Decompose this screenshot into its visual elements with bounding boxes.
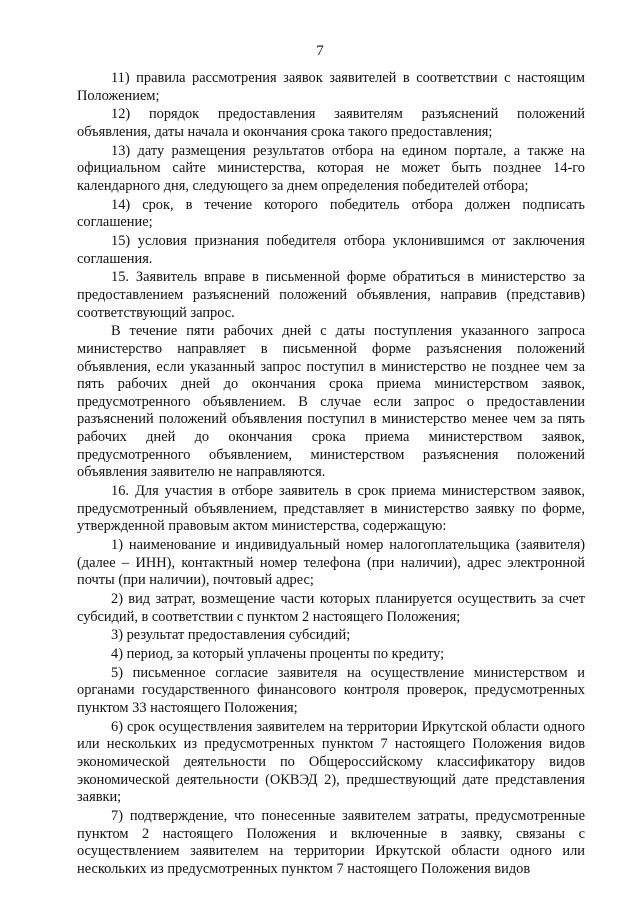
paragraph-subitem-1: 1) наименование и индивидуальный номер налогоплательщика (заявителя) (далее – ИНН), контактный номер телефона (при наличии), адрес электронной почты (при наличии), почтовый адрес; bbox=[77, 536, 585, 589]
paragraph-subitem-7: 7) подтверждение, что понесенные заявителем затраты, предусмотренные пунктом 2 настоящего Положения и включенные в заявку, связаны с осуществлением заявителем на территории Иркутской области одного или нескольких из предусмотренных пунктом 7 настоящего Положения видов bbox=[77, 807, 585, 877]
paragraph-clause-16: 16. Для участия в отборе заявитель в срок приема министерством заявок, предусмотренный объявлением, представляет в министерство заявку по форме, утвержденной правовым актом министерства, содержащую: bbox=[77, 482, 585, 535]
paragraph-subitem-3: 3) результат предоставления субсидий; bbox=[111, 627, 351, 644]
paragraph-item-14: 14) срок, в течение которого победитель отбора должен подписать соглашение; bbox=[77, 196, 585, 231]
paragraph-clause-15: 15. Заявитель вправе в письменной форме обратиться в министерство за предоставлением разъяснений положений объявления, направив (представив) соответствующий запрос. bbox=[77, 269, 585, 321]
document-body bbox=[77, 70, 585, 880]
paragraph-item-12: 12) порядок предоставления заявителям разъяснений положений объявления, даты начала и окончания срока такого предоставления; bbox=[77, 106, 585, 140]
paragraph-item-15: 15) условия признания победителя отбора уклонившимся от заключения соглашения. bbox=[77, 233, 585, 267]
paragraph-subitem-4: 4) период, за который уплачены проценты по кредиту; bbox=[111, 646, 445, 663]
paragraph-clause-15-response: В течение пяти рабочих дней с даты поступления указанного запроса министерство направляет в письменной форме разъяснения положений объявления, если указанный запрос поступил в министерство не позднее чем за пять рабочих дней до окончания срока приема министерством заявок, предусмотренного объявлением. В случае если запрос о предоставлении разъяснений положений объявления поступил в министерство менее чем за пять рабочих дней до окончания срока приема министерством заявок, предусмотренного объявлением, министерством разъяснения положений объявления заявителю не направляются. bbox=[77, 323, 585, 481]
paragraph-subitem-6: 6) срок осуществления заявителем на территории Иркутской области одного или нескольких из предусмотренных пунктом 7 настоящего Положения видов экономической деятельности по Общероссийскому классификатору видов экономической деятельности (ОКВЭД 2), предшествующий дате представления заявки; bbox=[77, 718, 585, 806]
paragraph-subitem-5: 5) письменное согласие заявителя на осуществление министерством и органами государственного финансового контроля проверок, предусмотренных пунктом 33 настоящего Положения; bbox=[77, 664, 585, 717]
paragraph-item-11: 11) правила рассмотрения заявок заявителей в соответствии с настоящим Положением; bbox=[77, 70, 585, 104]
paragraph-subitem-2: 2) вид затрат, возмещение части которых планируется осуществить за счет субсидий, в соответствии с пунктом 2 настоящего Положения; bbox=[77, 590, 585, 625]
paragraph-item-13: 13) дату размещения результатов отбора на едином портале, а также на официальном сайте министерства, которая не может быть позднее 14-го календарного дня, следующего за днем определения победителей отбора; bbox=[77, 142, 585, 194]
page-number: 7 bbox=[316, 43, 324, 59]
